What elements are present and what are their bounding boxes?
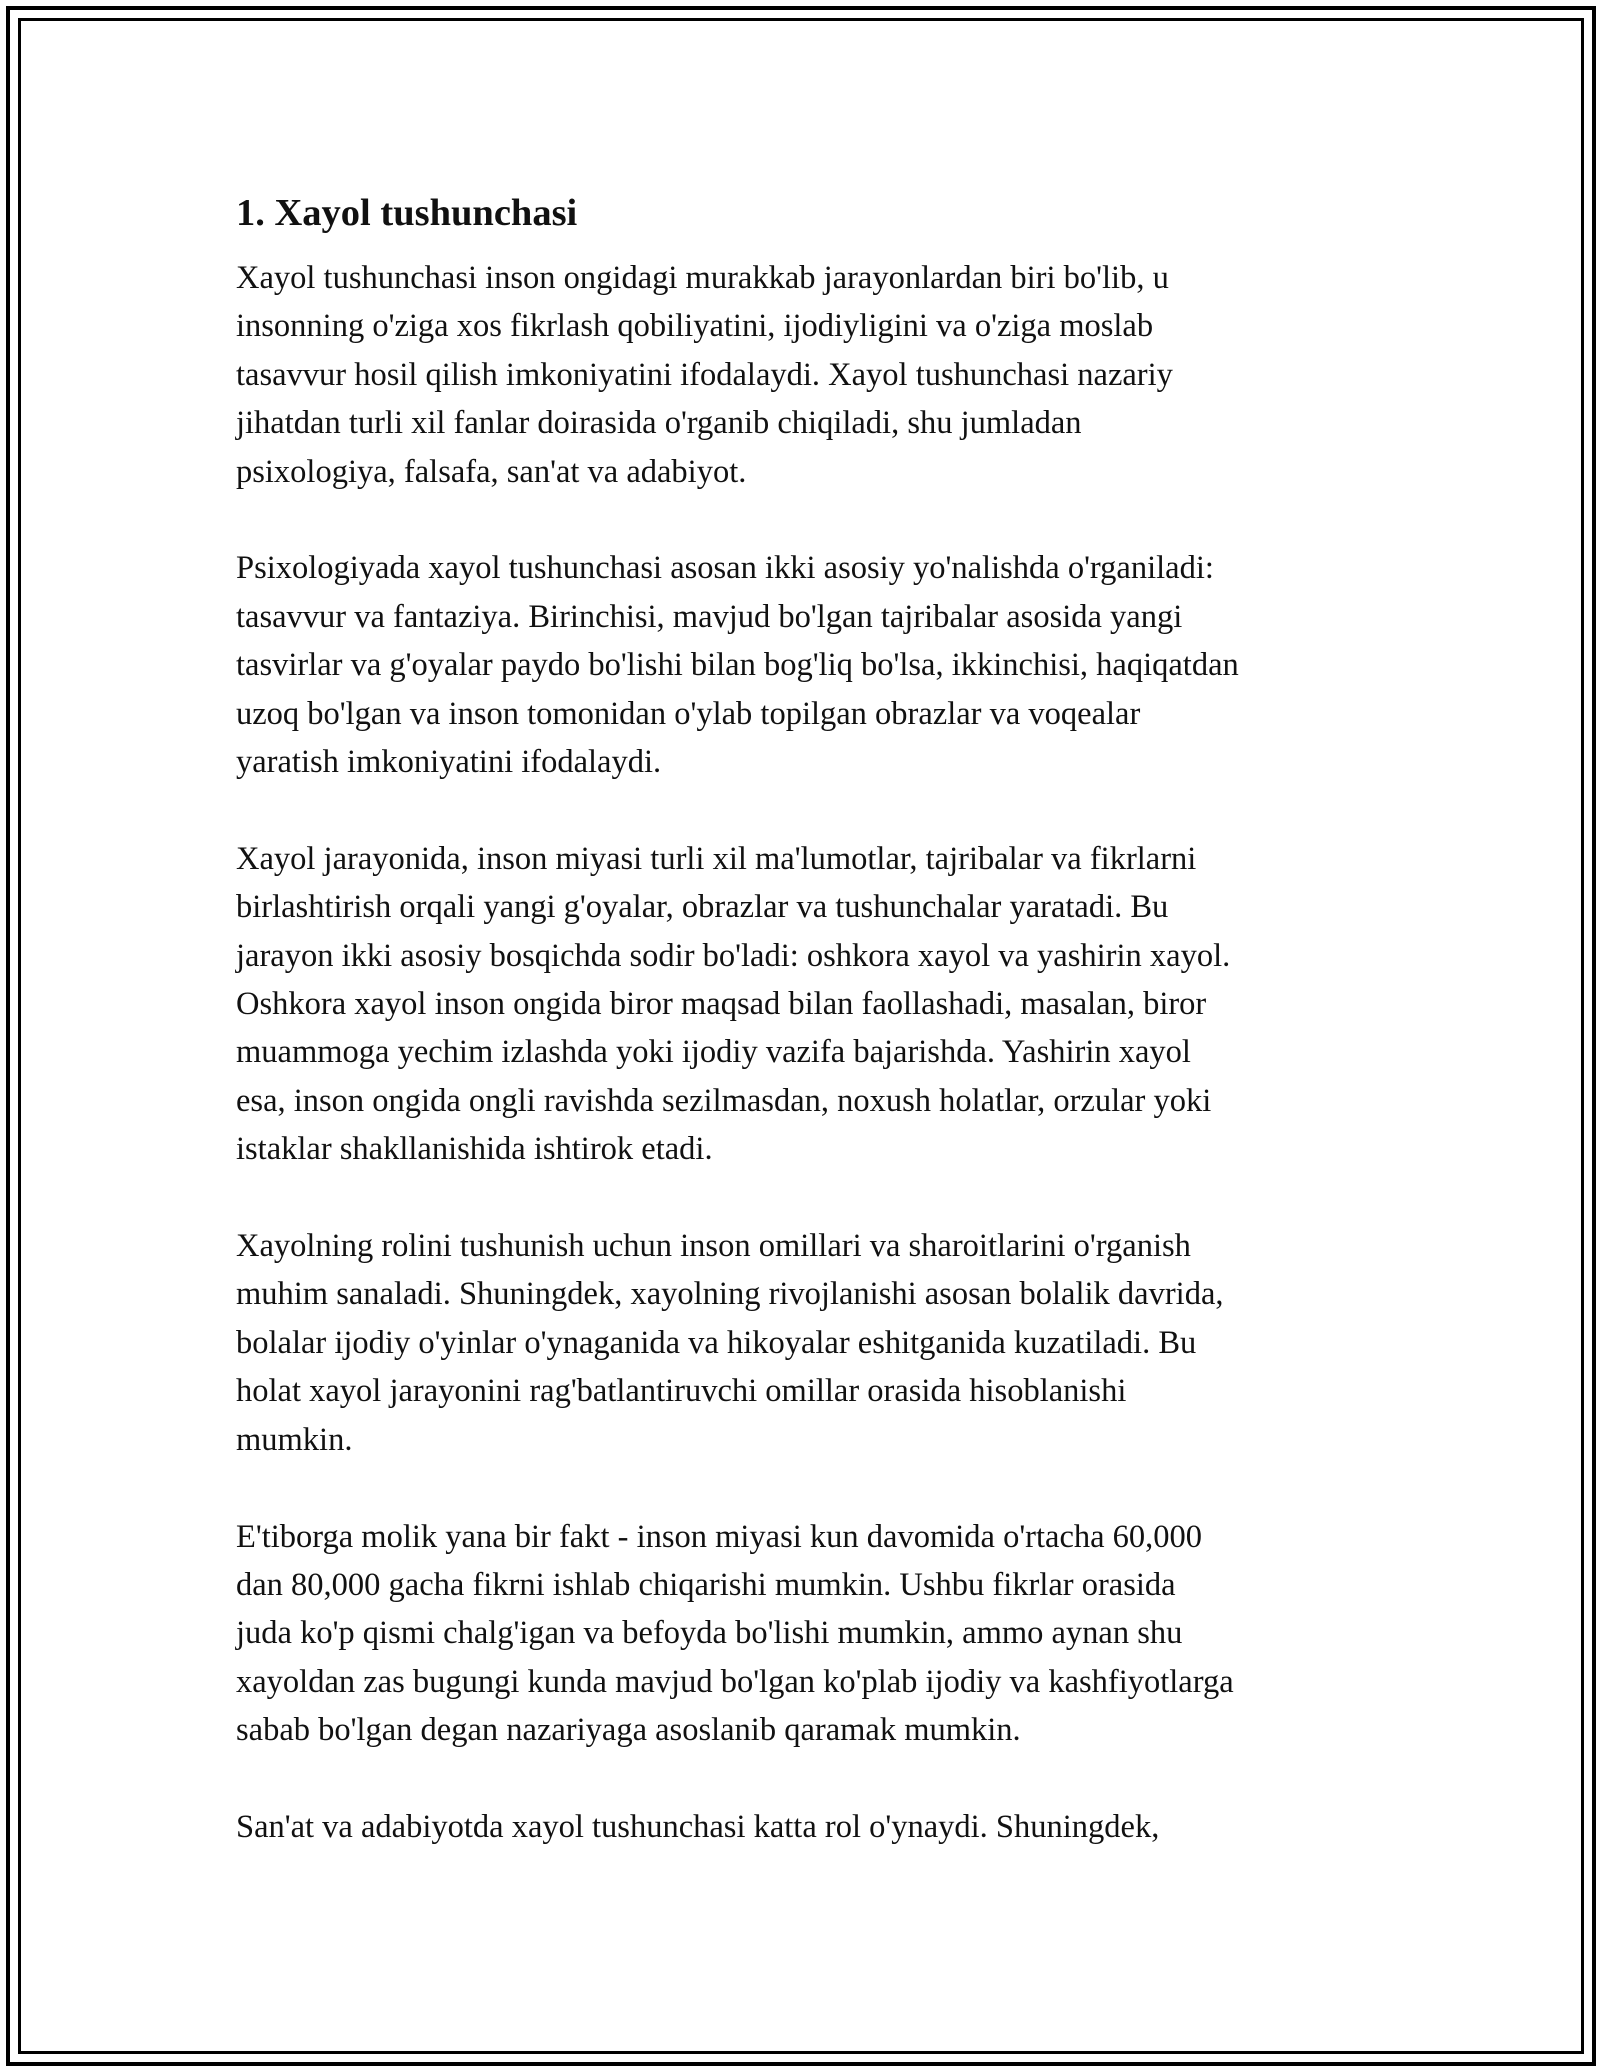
paragraph-4: Xayolning rolini tushunish uchun inson omillari va sharoitlarini o'rganish muhim sanaladi. Shuningdek, xayolning rivojlanishi asosan bolalik davrida, bolalar ijodiy o'yinlar o'ynaganida va hikoyalar eshitganida kuzatiladi. Bu holat xayol jarayonini rag'batlantiruvchi omillar orasida hisoblanishi mumkin.: [236, 1228, 1224, 1458]
document-body: [236, 188, 1376, 1900]
paragraph-1: Xayol tushunchasi inson ongidagi murakkab jarayonlardan biri bo'lib, u insonning o'ziga xos fikrlash qobiliyatini, ijodiyligini va o'ziga moslab tasavvur hosil qilish imkoniyatini ifodalaydi. Xayol tushunchasi nazariy jihatdan turli xil fanlar doirasida o'rganib chiqiladi, shu jumladan psixologiya, falsafa, san'at va adabiyot.: [236, 260, 1173, 490]
paragraph-6: San'at va adabiyotda xayol tushunchasi katta rol o'ynaydi. Shuningdek,: [236, 1808, 1160, 1845]
paragraph-2: Psixologiyada xayol tushunchasi asosan ikki asosiy yo'nalishda o'rganiladi: tasavvur va fantaziya. Birinchisi, mavjud bo'lgan tajribalar asosida yangi tasvirlar va g'oyalar paydo bo'lishi bilan bog'liq bo'lsa, ikkinchisi, haqiqatdan uzoq bo'lgan va inson tomonidan o'ylab topilgan obrazlar va voqealar yaratish imkoniyatini ifodalaydi.: [236, 550, 1239, 781]
paragraph-3: Xayol jarayonida, inson miyasi turli xil ma'lumotlar, tajribalar va fikrlarni birlashtirish orqali yangi g'oyalar, obrazlar va tushunchalar yaratadi. Bu jarayon ikki asosiy bosqichda sodir bo'ladi: oshkora xayol va yashirin xayol. Oshkora xayol inson ongida biror maqsad bilan faollashadi, masalan, biror muammoga yechim izlashda yoki ijodiy vazifa bajarishda. Yashirin xayol esa, inson ongida ongli ravishda sezilmasdan, noxush holatlar, orzular yoki istaklar shakllanishida ishtirok etadi.: [236, 840, 1231, 1168]
paragraph-5: E'tiborga molik yana bir fakt - inson miyasi kun davomida o'rtacha 60,000 dan 80,000 gacha fikrni ishlab chiqarishi mumkin. Ushbu fikrlar orasida juda ko'p qismi chalg'igan va befoyda bo'lishi mumkin, ammo aynan shu xayoldan zas bugungi kunda mavjud bo'lgan ko'plab ijodiy va kashfiyotlarga sabab bo'lgan degan nazariyaga asoslanib qaramak mumkin.: [236, 1518, 1234, 1749]
section-heading: 1. Xayol tushunchasi: [236, 192, 578, 234]
